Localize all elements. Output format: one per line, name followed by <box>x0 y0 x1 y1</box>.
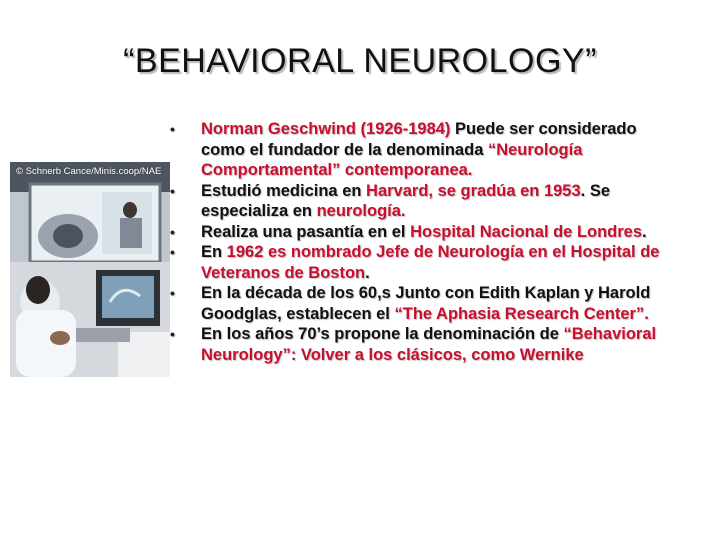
bullet-item <box>168 242 678 283</box>
bullet-item <box>168 181 678 222</box>
highlighted-text: “Neurología Comportamental” contemporanea. <box>201 140 583 179</box>
bullet-item <box>168 119 678 181</box>
bullet-item <box>168 222 678 243</box>
bullet-text: En los años 70’s propone la denominación de <box>201 325 564 343</box>
bullet-text: Estudió medicina en <box>201 181 367 200</box>
highlighted-text: Hospital Nacional de Londres <box>410 222 643 241</box>
bullet-list <box>168 119 678 365</box>
hospital-control-room-photo <box>10 162 170 377</box>
highlighted-text: Harvard, se gradúa en 1953 <box>366 181 581 200</box>
photo-illustration <box>10 162 170 377</box>
bullet-text: En la década de los 60,s Junto con Edith Kaplan y Harold Goodglas, establecen el <box>201 284 651 323</box>
highlighted-text: “The Aphasia Research Center”. <box>394 304 649 323</box>
bullet-icon: • <box>170 326 175 342</box>
highlighted-text: 1962 es nombrado Jefe de Neurología en el Hospital de Veteranos de Boston <box>201 243 660 282</box>
bullet-text: Puede ser considerado como el fundador de la denominada <box>201 120 637 159</box>
highlighted-text: neurología. <box>316 202 406 220</box>
bullet-icon: • <box>170 121 175 137</box>
bullet-icon: • <box>170 223 175 240</box>
bullet-icon: • <box>170 244 175 260</box>
bullet-item <box>168 283 678 324</box>
highlighted-text: Norman Geschwind (1926-1984) <box>201 120 456 138</box>
bullet-text: . <box>365 263 370 282</box>
highlighted-text: “Behavioral Neurology”: Volver a los clásicos, como Wernike <box>201 325 657 364</box>
bullet-text: . <box>642 222 647 241</box>
photo-credit: © Schnerb Cance/Minis.coop/NAE <box>16 166 162 177</box>
bullet-text: Realiza una pasantía en el <box>201 222 411 241</box>
bullet-item <box>168 324 678 365</box>
slide-title: “BEHAVIORAL NEUROLOGY” <box>123 42 597 80</box>
bullet-icon: • <box>170 182 175 199</box>
bullet-icon: • <box>170 285 175 301</box>
bullet-text: En <box>201 243 227 261</box>
bullet-text: . Se especializa en <box>201 181 611 220</box>
